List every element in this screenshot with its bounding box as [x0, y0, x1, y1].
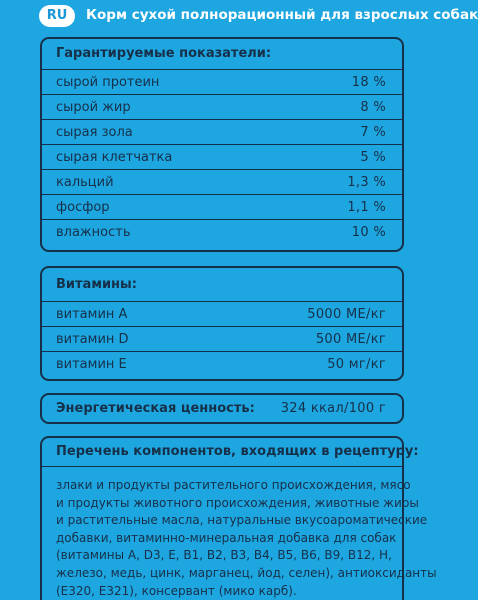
table-row [42, 69, 402, 94]
row-value: 5 % [360, 150, 386, 165]
ingredients-box [40, 436, 437, 600]
ingredients-line: и продукты животного происхождения, животные жиры [56, 495, 419, 510]
table-row [42, 144, 402, 169]
row-value: 1,3 % [347, 175, 386, 190]
energy-value: 324 ккал/100 г [280, 401, 386, 416]
table-row [42, 169, 402, 194]
ingredients-list [42, 466, 437, 600]
row-value: 500 МЕ/кг [315, 332, 386, 347]
row-label: витамин D [56, 332, 129, 347]
energy-row [42, 395, 402, 423]
product-title: Корм сухой полнорационный для взрослых собак [86, 7, 478, 23]
vitamins-box [40, 266, 404, 381]
ingredients-line: железо, медь, цинк, марганец, йод, селен), антиоксиданты [56, 565, 437, 580]
header [0, 0, 478, 34]
table-row [42, 351, 402, 376]
guaranteed-values-title: Гарантируемые показатели: [56, 46, 272, 61]
ingredients-line: (Е320, Е321), консервант (мико карб). [56, 583, 297, 598]
language-badge: RU [39, 5, 75, 27]
row-value: 18 % [351, 75, 386, 90]
energy-label: Энергетическая ценность: [56, 401, 255, 416]
row-value: 10 % [351, 225, 386, 240]
row-label: сырая зола [56, 125, 133, 140]
ingredients-line: (витамины A, D3, E, B1, B2, B3, B4, B5, B6, B9, B12, H, [56, 548, 392, 563]
guaranteed-values-box [40, 37, 404, 252]
row-label: сырая клетчатка [56, 150, 173, 165]
energy-box [40, 393, 404, 424]
row-value: 8 % [360, 100, 386, 115]
row-value: 1,1 % [347, 200, 386, 215]
row-value: 50 мг/кг [327, 357, 386, 372]
row-label: фосфор [56, 200, 110, 215]
table-row [42, 219, 402, 244]
row-label: кальций [56, 175, 114, 190]
table-row [42, 301, 402, 326]
row-label: витамин А [56, 307, 128, 322]
vitamins-title: Витамины: [56, 277, 137, 292]
table-row [42, 194, 402, 219]
table-row [42, 326, 402, 351]
ingredients-line: злаки и продукты растительного происхождения, мясо [56, 478, 411, 492]
row-label: сырой протеин [56, 75, 160, 90]
row-value: 5000 МЕ/кг [307, 307, 386, 322]
row-value: 7 % [360, 125, 386, 140]
ingredients-line: добавки, витаминно-минеральная добавка для собак [56, 530, 397, 545]
row-label: витамин Е [56, 357, 127, 372]
row-label: сырой жир [56, 100, 131, 115]
ingredients-title: Перечень компонентов, входящих в рецептуру: [56, 444, 419, 459]
table-row [42, 94, 402, 119]
ingredients-line: и растительные масла, натуральные вкусоароматические [56, 513, 428, 528]
table-row [42, 119, 402, 144]
row-label: влажность [56, 225, 131, 240]
